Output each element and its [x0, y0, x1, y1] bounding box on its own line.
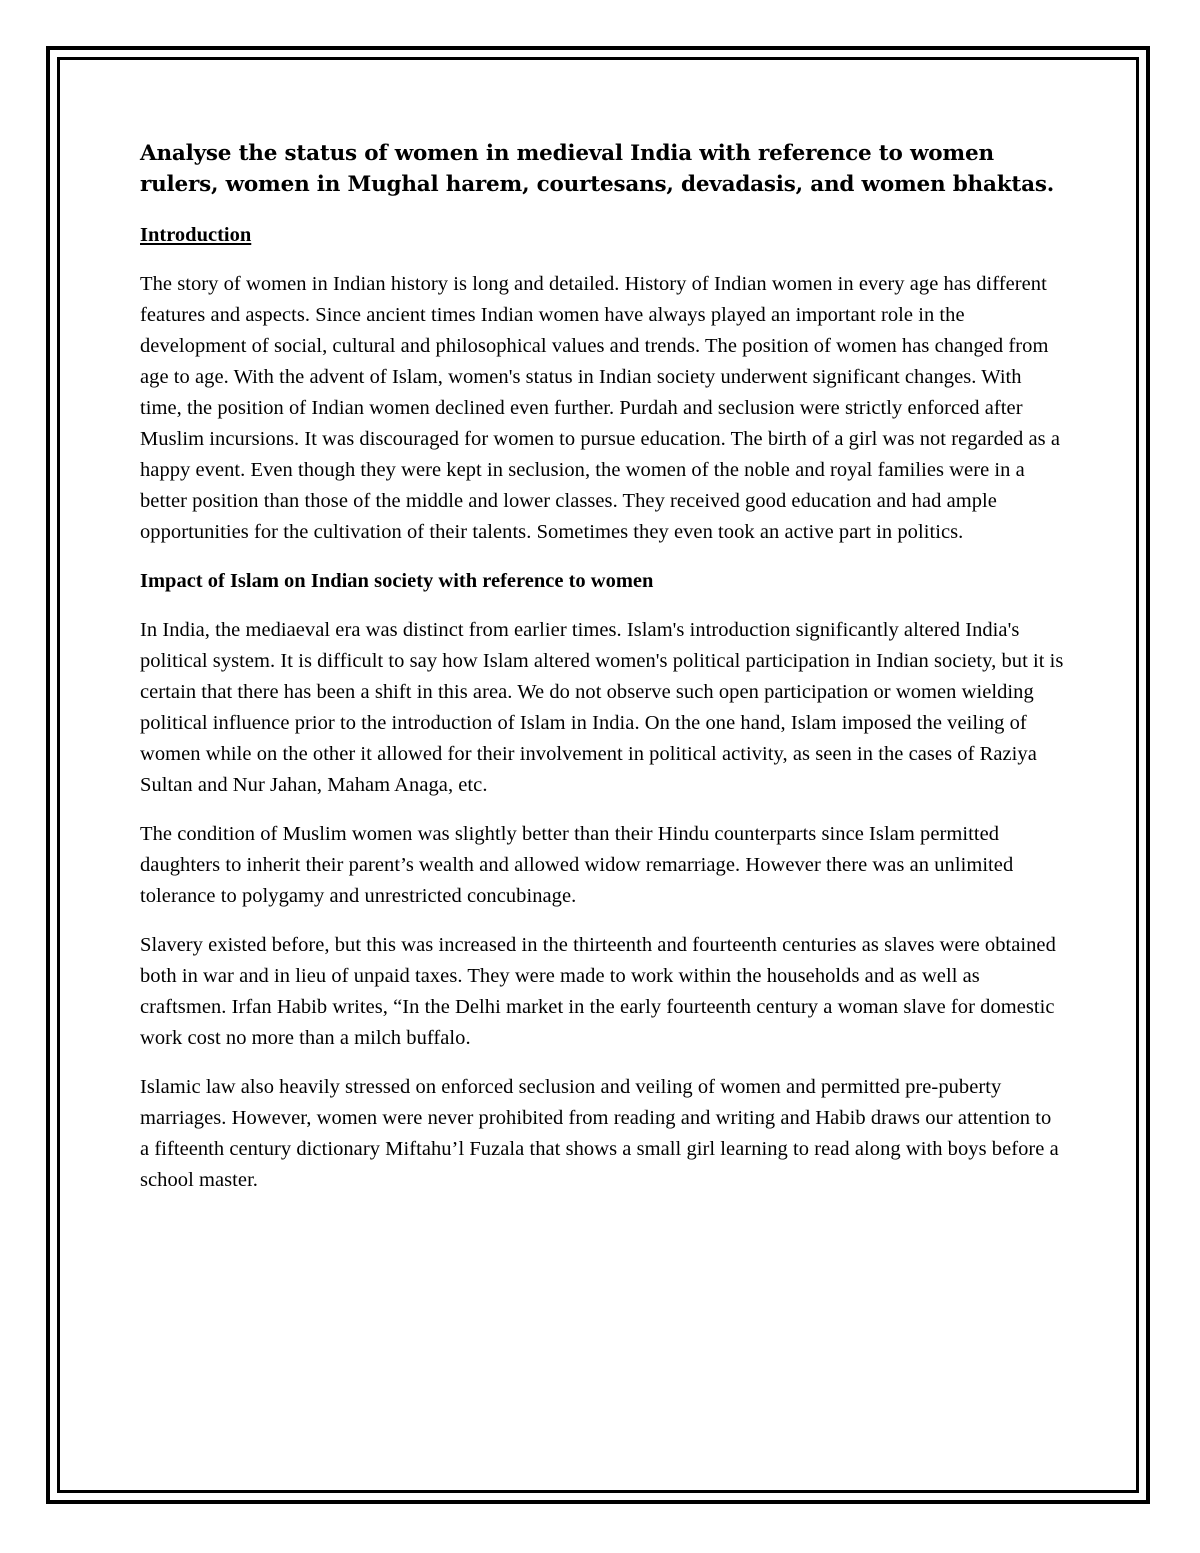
- document-body: [140, 138, 1065, 1214]
- impact-paragraph-3: Slavery existed before, but this was increased in the thirteenth and fourteenth centuries as slaves were obtained both in war and in lieu of unpaid taxes. They were made to work within the households and as well as craftsmen. Irfan Habib writes, “In the Delhi market in the early fourteenth century a woman slave for domestic work cost no more than a milch buffalo.: [140, 934, 1056, 1049]
- impact-paragraph-2: The condition of Muslim women was slightly better than their Hindu counterparts since Islam permitted daughters to inherit their parent’s wealth and allowed widow remarriage. However there was an unlimited tolerance to polygamy and unrestricted concubinage.: [140, 823, 1014, 907]
- intro-paragraph: The story of women in Indian history is long and detailed. History of Indian women in every age has different features and aspects. Since ancient times Indian women have always played an important role in the development of social, cultural and philosophical values and trends. The position of women has changed from age to age. With the advent of Islam, women's status in Indian society underwent significant changes. With time, the position of Indian women declined even further. Purdah and seclusion were strictly enforced after Muslim incursions. It was discouraged for women to pursue education. The birth of a girl was not regarded as a happy event. Even though they were kept in seclusion, the women of the noble and royal families were in a better position than those of the middle and lower classes. They received good education and had ample opportunities for the cultivation of their talents. Sometimes they even took an active part in politics.: [140, 273, 1060, 543]
- impact-paragraph-1: In India, the mediaeval era was distinct from earlier times. Islam's introduction significantly altered India's political system. It is difficult to say how Islam altered women's political participation in Indian society, but it is certain that there has been a shift in this area. We do not observe such open participation or women wielding political influence prior to the introduction of Islam in India. On the one hand, Islam imposed the veiling of women while on the other it allowed for their involvement in political activity, as seen in the cases of Raziya Sultan and Nur Jahan, Maham Anaga, etc.: [140, 619, 1064, 796]
- impact-heading: Impact of Islam on Indian society with reference to women: [140, 570, 654, 592]
- intro-heading: Introduction: [140, 224, 252, 246]
- document-title: Analyse the status of women in medieval India with reference to women rulers, women in Mughal harem, courtesans, devadasis, and women bhaktas.: [140, 141, 1055, 197]
- impact-paragraph-4: Islamic law also heavily stressed on enforced seclusion and veiling of women and permitted pre-puberty marriages. However, women were never prohibited from reading and writing and Habib draws our attention to a fifteenth century dictionary Miftahu’l Fuzala that shows a small girl learning to read along with boys before a school master.: [140, 1076, 1059, 1191]
